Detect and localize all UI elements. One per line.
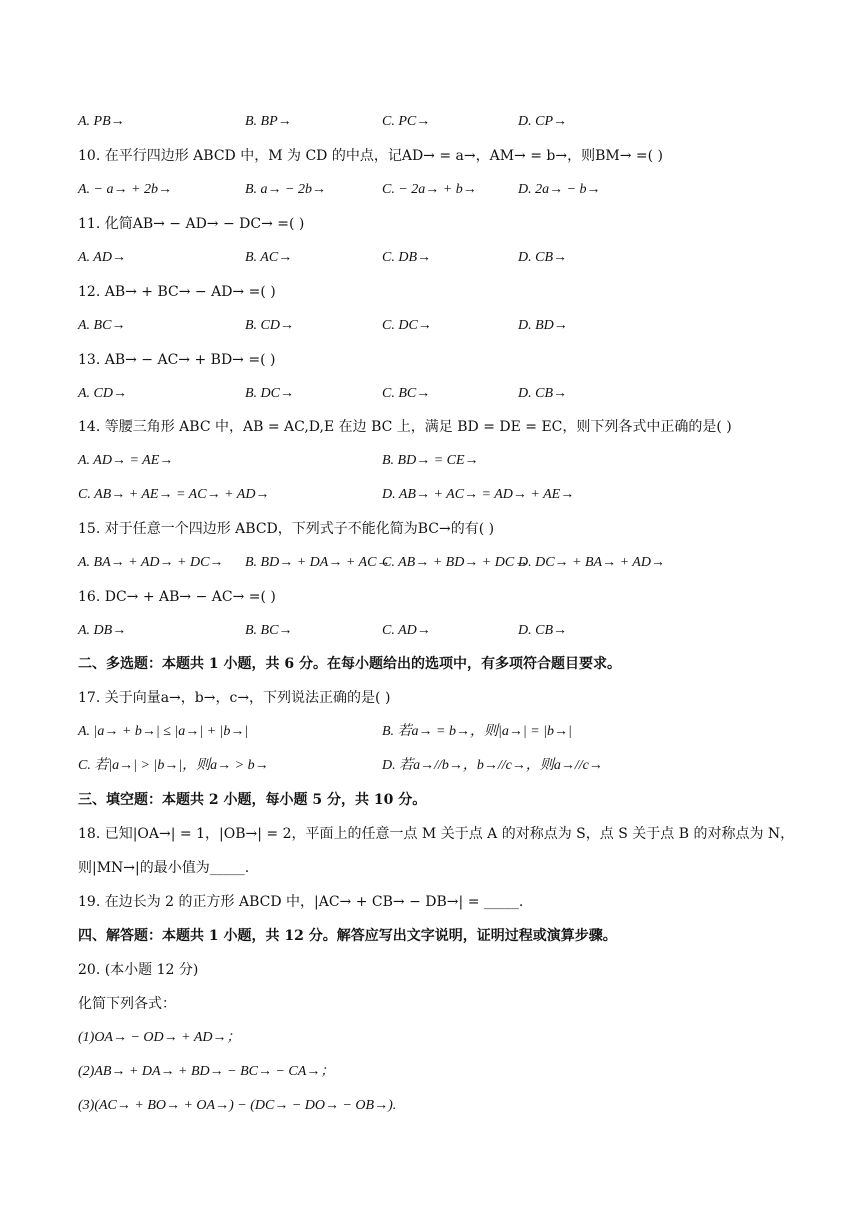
option-d: D. AB→ + AC→ = AD→ + AE→ bbox=[382, 487, 575, 502]
option-a: A. BC→ bbox=[78, 318, 126, 333]
option-d: D. CB→ bbox=[518, 250, 567, 265]
section-heading-fill-in: 三、填空题：本题共 2 小题，每小题 5 分，共 10 分。 bbox=[78, 792, 427, 808]
option-c: C. DC→ bbox=[382, 318, 432, 333]
option-a: A. AD→ = AE→ bbox=[78, 453, 174, 468]
option-b: B. DC→ bbox=[245, 386, 294, 401]
option-d: D. CP→ bbox=[518, 114, 567, 129]
question-stem: 12. AB→ + BC→ − AD→ =( ) bbox=[78, 284, 276, 300]
option-d: D. BD→ bbox=[518, 318, 568, 333]
option-b: B. BP→ bbox=[245, 114, 292, 129]
option-c: C. DB→ bbox=[382, 250, 431, 265]
option-a: A. BA→ + AD→ + DC→ bbox=[78, 555, 224, 570]
option-d: D. DC→ + BA→ + AD→ bbox=[518, 555, 665, 570]
option-b: B. BC→ bbox=[245, 623, 293, 638]
option-b: B. BD→ = CE→ bbox=[382, 453, 479, 468]
option-b: B. 若a→ = b→，则|a→| = |b→| bbox=[382, 724, 572, 739]
option-b: B. BD→ + DA→ + AC→ bbox=[245, 555, 391, 570]
question-stem: 17. 关于向量a→，b→，c→，下列说法正确的是( ) bbox=[78, 690, 391, 706]
option-d: D. CB→ bbox=[518, 386, 567, 401]
option-b: B. CD→ bbox=[245, 318, 294, 333]
option-c: C. − 2a→ + b→ bbox=[382, 182, 477, 197]
option-d: D. 若a→//b→，b→//c→，则a→//c→ bbox=[382, 758, 603, 773]
question-intro: 化简下列各式： bbox=[78, 996, 176, 1012]
option-a: A. CD→ bbox=[78, 386, 127, 401]
question-stem: 15. 对于任意一个四边形 ABCD，下列式子不能化简为BC→的有( ) bbox=[78, 521, 495, 537]
question-stem: 20. (本小题 12 分) bbox=[78, 962, 199, 978]
option-c: C. BC→ bbox=[382, 386, 431, 401]
question-19: 19. 在边长为 2 的正方形 ABCD 中，|AC→ + CB→ − DB→| = _____. bbox=[78, 894, 524, 910]
section-heading-multiple-choice: 二、多选题：本题共 1 小题，共 6 分。在每小题给出的选项中，有多项符合题目要求。 bbox=[78, 656, 621, 672]
option-d: D. CB→ bbox=[518, 623, 567, 638]
sub-question-2: (2)AB→ + DA→ + BD→ − BC→ − CA→； bbox=[78, 1064, 335, 1079]
sub-question-1: (1)OA→ − OD→ + AD→； bbox=[78, 1030, 241, 1045]
option-b: B. a→ − 2b→ bbox=[245, 182, 326, 197]
option-a: A. AD→ bbox=[78, 250, 126, 265]
option-c: C. PC→ bbox=[382, 114, 431, 129]
question-stem: 11. 化简AB→ − AD→ − DC→ =( ) bbox=[78, 216, 305, 232]
option-d: D. 2a→ − b→ bbox=[518, 182, 601, 197]
option-c: C. AD→ bbox=[382, 623, 431, 638]
option-c: C. 若|a→| > |b→|，则a→ > b→ bbox=[78, 758, 269, 773]
question-stem: 14. 等腰三角形 ABC 中，AB = AC,D,E 在边 BC 上，满足 BD = DE = EC，则下列各式中正确的是( ) bbox=[78, 419, 732, 435]
question-stem-line-2: 则|MN→|的最小值为_____. bbox=[78, 860, 250, 876]
section-heading-solutions: 四、解答题：本题共 1 小题，共 12 分。解答应写出文字说明，证明过程或演算步骤。 bbox=[78, 928, 617, 944]
question-stem: 13. AB→ − AC→ + BD→ =( ) bbox=[78, 352, 276, 368]
question-stem-line-1: 18. 已知|OA→| = 1，|OB→| = 2，平面上的任意一点 M 关于点 A 的对称点为 S，点 S 关于点 B 的对称点为 N， bbox=[78, 826, 795, 842]
question-stem: 16. DC→ + AB→ − AC→ =( ) bbox=[78, 589, 276, 605]
option-a: A. |a→ + b→| ≤ |a→| + |b→| bbox=[78, 724, 249, 739]
option-a: A. PB→ bbox=[78, 114, 125, 129]
option-b: B. AC→ bbox=[245, 250, 293, 265]
sub-question-3: (3)(AC→ + BO→ + OA→) − (DC→ − DO→ − OB→). bbox=[78, 1098, 397, 1113]
question-stem: 10. 在平行四边形 ABCD 中，M 为 CD 的中点，记AD→ = a→，AM→ = b→，则BM→ =( ) bbox=[78, 148, 664, 164]
option-a: A. DB→ bbox=[78, 623, 127, 638]
option-c: C. AB→ + AE→ = AC→ + AD→ bbox=[78, 487, 270, 502]
option-c: C. AB→ + BD→ + DC→ bbox=[382, 555, 529, 570]
option-a: A. − a→ + 2b→ bbox=[78, 182, 172, 197]
